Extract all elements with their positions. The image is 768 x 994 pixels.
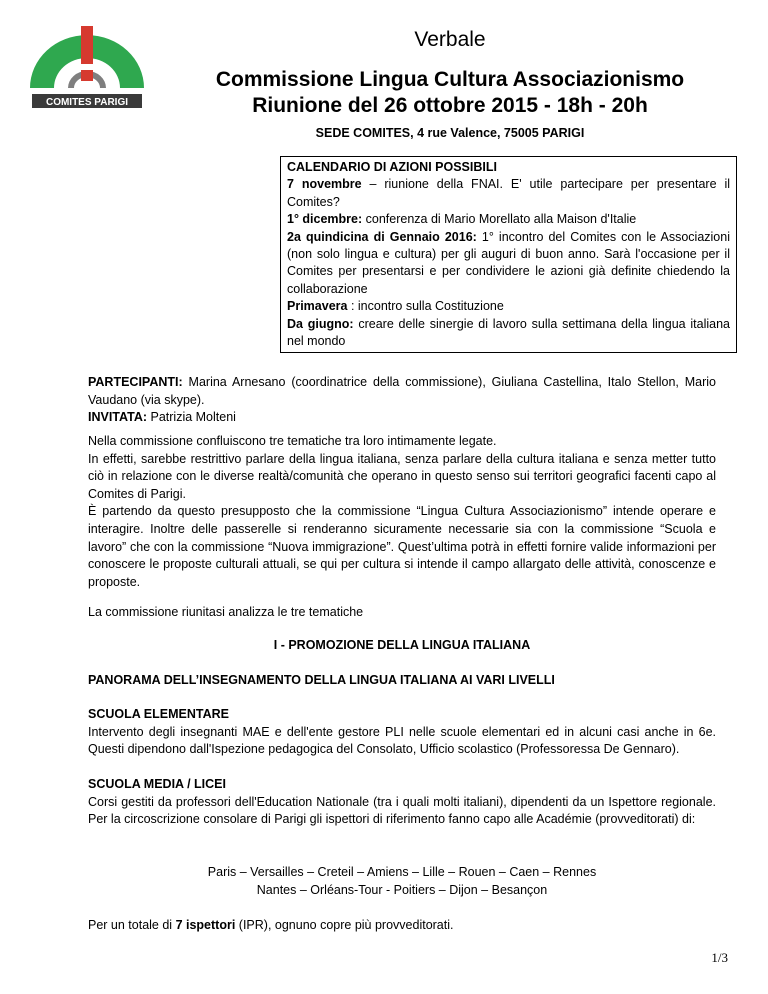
secondary-heading: SCUOLA MEDIA / LICEI (88, 777, 226, 791)
elementary-heading: SCUOLA ELEMENTARE (88, 707, 229, 721)
elementary-section (88, 706, 716, 759)
calendar-item: 7 novembre – riunione della FNAI. E' utile partecipare per presentare il Comites? (287, 177, 730, 209)
subsection-heading: PANORAMA DELL’INSEGNAMENTO DELLA LINGUA ITALIANA AI VARI LIVELLI (88, 673, 555, 687)
logo-text: COMITES PARIGI (45, 97, 129, 108)
calendar-item: 1° dicembre: conferenza di Mario Morellato alla Maison d'Italie (287, 212, 637, 227)
intro-paragraphs (88, 433, 716, 591)
secondary-text: Corsi gestiti da professori dell'Education Nationale (tra i quali molti italiani), dipendenti da un Ispettore regionale. Per la circoscrizione consolare di Parigi gli ispettori di riferimento fanno capo alle Académie (provveditorati) di: (88, 794, 716, 827)
academies-list: Paris – Versailles – Creteil – Amiens – Lille – Rouen – Caen – Rennes Nantes – Orléans-Tour - Poitiers – Dijon – Besançon (207, 865, 597, 897)
analyzes-text: La commissione riunitasi analizza le tre tematiche (88, 605, 364, 619)
section-heading: I - PROMOZIONE DELLA LINGUA ITALIANA (273, 638, 531, 652)
logo-red-bar (81, 26, 93, 64)
intro-p1: Nella commissione confluiscono tre tematiche tra loro intimamente legate. (88, 434, 497, 448)
page-number: 1/3 (711, 950, 728, 965)
calendar-item: Primavera : incontro sulla Costituzione (287, 299, 504, 314)
inspectors-total: Per un totale di 7 ispettori (IPR), ognuno copre più provveditorati. (88, 918, 454, 932)
logo-red-dot (81, 70, 93, 81)
elementary-text: Intervento degli insegnanti MAE e dell'ente gestore PLI nelle scuole elementari ed in alcuni casi anche in 6e. Questi dipendono dall'Ispezione pedagogica del Consolato, Ufficio scolastico (Professoressa De Gennaro). (88, 724, 716, 757)
meeting-date: Riunione del 26 ottobre 2015 - 18h - 20h (252, 94, 648, 117)
venue: SEDE COMITES, 4 rue Valence, 75005 PARIGI (315, 126, 585, 140)
calendar-item: 2a quindicina di Gennaio 2016: 1° incontro del Comites con le Associazioni (non solo lingua e cultura) per gli auguri di buon anno. Sarà l'occasione per il Comites per presentarsi e per condividere le azioni già definite chiedendo la collaborazione (287, 229, 730, 296)
calendar-heading: CALENDARIO DI AZIONI POSSIBILI (287, 160, 497, 174)
comites-logo (24, 20, 150, 112)
calendar-box (280, 156, 737, 353)
page-title: Verbale (414, 28, 486, 51)
participants: PARTECIPANTI: Marina Arnesano (coordinatrice della commissione), Giuliana Castellina, Italo Stellon, Mario Vaudano (via skype). INVITATA: Patrizia Molteni (88, 375, 716, 425)
intro-p2: In effetti, sarebbe restrittivo parlare della lingua italiana, senza parlare della cultura italiana e senza metter tutto ciò in relazione con le diverse realtà/comunità che operano in questo senso sui territori geografici facenti capo al Comites di Parigi. (88, 451, 716, 501)
secondary-section (88, 776, 716, 829)
commission-title: Commissione Lingua Cultura Associazionismo (215, 68, 685, 91)
calendar-item: Da giugno: creare delle sinergie di lavoro sulla settimana della lingua italiana nel mondo (287, 316, 731, 349)
intro-p3: È partendo da questo presupposto che la commissione “Lingua Cultura Associazionismo” intende operare e interagire. Inoltre delle passerelle si renderanno sicuramente necessarie sia con la commissione “Scuola e lavoro” che con la commissione “Nuova immigrazione”. Quest’ultima potrà in effetti fornire valide informazioni per conoscere le proposte culturali attuali, se qui per cultura si intende il campo allargato delle attività, conoscenze e proposte. (88, 504, 716, 589)
